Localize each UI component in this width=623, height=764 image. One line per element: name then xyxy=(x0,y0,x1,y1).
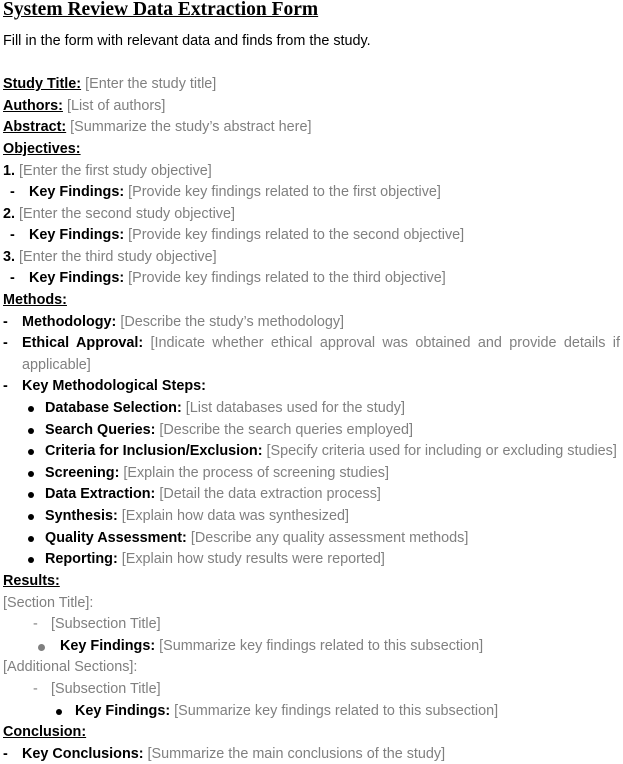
section-title-placeholder[interactable]: [Section Title]: xyxy=(3,595,94,611)
key-findings-label: Key Findings: xyxy=(29,227,125,243)
dash-marker: - xyxy=(33,616,38,632)
step-label: Screening: xyxy=(45,464,120,481)
bullet-icon xyxy=(28,449,34,455)
objectives-heading-text: Objectives: xyxy=(3,141,81,157)
bullet-icon xyxy=(28,428,34,434)
ethical-approval-label: Ethical Approval: xyxy=(22,335,144,351)
step-label: Criteria for Inclusion/Exclusion: xyxy=(45,443,263,460)
step-label: Synthesis: xyxy=(45,508,118,524)
step-placeholder[interactable]: [Explain how study results were reported] xyxy=(121,551,385,568)
step-label: Database Selection: xyxy=(45,400,182,416)
ethical-approval-placeholder[interactable]: [Indicate whether ethical approval was obtained and provide details if xyxy=(150,335,620,351)
step-label: Reporting: xyxy=(45,551,118,568)
objective-2[interactable] xyxy=(3,205,235,223)
methodology-label: Methodology: xyxy=(22,314,117,330)
bullet-icon xyxy=(38,644,45,651)
form-title: System Review Data Extraction Form xyxy=(3,0,319,20)
bullet-icon xyxy=(28,406,34,412)
key-steps-label: Key Methodological Steps: xyxy=(22,378,206,394)
abstract-label: Abstract: xyxy=(3,119,67,135)
dash-marker: - xyxy=(3,314,8,330)
step-placeholder[interactable]: [Explain the process of screening studies] xyxy=(123,464,389,481)
conclusion-heading-text: Conclusion: xyxy=(3,724,87,740)
objective-number: 3. xyxy=(3,249,16,265)
key-conclusions-placeholder[interactable]: [Summarize the main conclusions of the study] xyxy=(147,746,446,762)
bullet-icon xyxy=(28,536,34,542)
bullet-icon xyxy=(28,514,34,520)
subsection-title-placeholder[interactable]: [Subsection Title] xyxy=(51,616,161,632)
authors-placeholder[interactable]: [List of authors] xyxy=(66,98,166,114)
study-title-label: Study Title: xyxy=(3,76,82,92)
bullet-icon xyxy=(28,471,34,477)
objectives-heading xyxy=(3,140,81,158)
key-findings-placeholder[interactable]: [Summarize key findings related to this subsection] xyxy=(159,638,484,654)
intro-text: Fill in the form with relevant data and finds from the study. xyxy=(3,33,371,49)
objective-placeholder[interactable]: [Enter the first study objective] xyxy=(19,163,212,179)
step-placeholder[interactable]: [Detail the data extraction process] xyxy=(159,486,381,503)
bullet-icon xyxy=(28,557,34,563)
objective-placeholder[interactable]: [Enter the third study objective] xyxy=(19,249,217,265)
study-title-placeholder[interactable]: [Enter the study title] xyxy=(85,76,217,92)
ethical-approval-line[interactable] xyxy=(22,334,620,352)
key-findings-label: Key Findings: xyxy=(29,184,125,200)
step-placeholder[interactable]: [List databases used for the study] xyxy=(185,400,405,416)
step-label: Quality Assessment: xyxy=(45,529,187,546)
methodology-placeholder[interactable]: [Describe the study’s methodology] xyxy=(120,314,345,330)
step-placeholder[interactable]: [Specify criteria used for including or excluding studies] xyxy=(266,443,617,460)
step-label: Data Extraction: xyxy=(45,486,156,503)
step-placeholder[interactable]: [Describe any quality assessment methods] xyxy=(190,529,469,546)
key-findings-label: Key Findings: xyxy=(75,703,171,719)
dash-marker: - xyxy=(10,227,15,243)
dash-marker: - xyxy=(10,270,15,286)
authors-label: Authors: xyxy=(3,98,63,114)
methods-heading-text: Methods: xyxy=(3,292,67,308)
objective-placeholder[interactable]: [Enter the second study objective] xyxy=(19,206,236,222)
bullet-icon xyxy=(28,492,34,498)
key-findings-placeholder[interactable]: [Provide key findings related to the first objective] xyxy=(128,184,441,200)
abstract-field[interactable] xyxy=(3,118,311,136)
ethical-approval-placeholder-cont[interactable]: applicable] xyxy=(22,357,91,373)
dash-marker: - xyxy=(10,184,15,200)
dash-marker: - xyxy=(3,335,8,351)
abstract-placeholder[interactable]: [Summarize the study’s abstract here] xyxy=(70,119,312,135)
objective-number: 2. xyxy=(3,206,16,222)
dash-marker: - xyxy=(3,746,8,762)
additional-sections-placeholder[interactable]: [Additional Sections]: xyxy=(3,659,138,675)
bullet-icon xyxy=(56,709,62,715)
step-placeholder[interactable]: [Explain how data was synthesized] xyxy=(121,508,349,524)
step-placeholder[interactable]: [Describe the search queries employed] xyxy=(159,421,413,438)
key-findings-label: Key Findings: xyxy=(60,638,156,654)
dash-marker: - xyxy=(3,378,8,394)
results-heading-text: Results: xyxy=(3,573,60,589)
key-findings-placeholder[interactable]: [Summarize key findings related to this subsection] xyxy=(174,703,499,719)
conclusion-heading xyxy=(3,723,86,741)
objective-1[interactable] xyxy=(3,162,212,180)
key-findings-label: Key Findings: xyxy=(29,270,125,286)
objective-3[interactable] xyxy=(3,248,217,266)
subsection-title-placeholder[interactable]: [Subsection Title] xyxy=(51,681,161,697)
step-label: Search Queries: xyxy=(45,421,156,438)
methods-heading xyxy=(3,291,67,309)
study-title-field[interactable] xyxy=(3,75,216,93)
objective-number: 1. xyxy=(3,163,16,179)
authors-field[interactable] xyxy=(3,97,165,115)
dash-marker: - xyxy=(33,681,38,697)
key-findings-placeholder[interactable]: [Provide key findings related to the second objective] xyxy=(128,227,465,243)
key-findings-placeholder[interactable]: [Provide key findings related to the third objective] xyxy=(128,270,446,286)
key-conclusions-label: Key Conclusions: xyxy=(22,746,144,762)
results-heading xyxy=(3,572,60,590)
